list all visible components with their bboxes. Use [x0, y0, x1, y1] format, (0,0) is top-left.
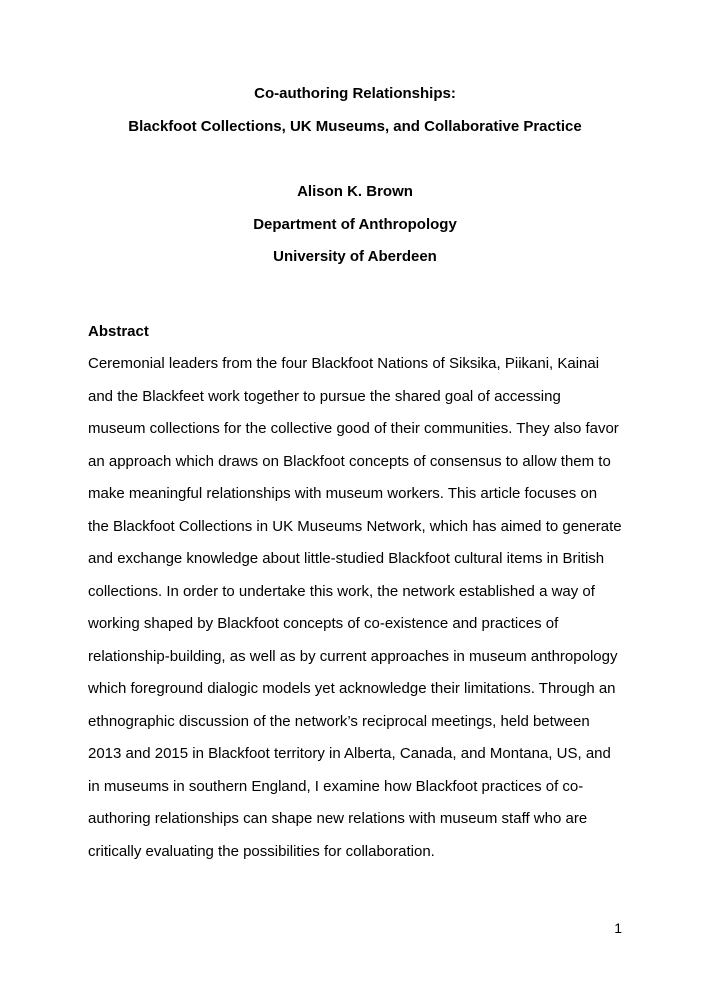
- abstract-heading: Abstract: [88, 322, 149, 340]
- page-number: 1: [614, 920, 622, 936]
- author-name: Alison K. Brown: [297, 183, 413, 200]
- author-block: [88, 176, 622, 274]
- title-block: [88, 78, 622, 143]
- author-university: University of Aberdeen: [273, 248, 437, 265]
- paper-title-line-2: Blackfoot Collections, UK Museums, and Collaborative Practice: [128, 117, 582, 135]
- abstract-text: Ceremonial leaders from the four Blackfoot Nations of Siksika, Piikani, Kainai and the Blackfeet work together to pursue the shared goal of accessing museum collections for the collective good of their communities. They also favor an approach which draws on Blackfoot concepts of consensus to allow them to make meaningful relationships with museum workers. This article focuses on the Blackfoot Collections in UK Museums Network, which has aimed to generate and exchange knowledge about little-studied Blackfoot cultural items in British collections. In order to undertake this work, the network established a way of working shaped by Blackfoot concepts of co-existence and practices of relationship-building, as well as by current approaches in museum anthropology which foreground dialogic models yet acknowledge their limitations. Through an ethnographic discussion of the network’s reciprocal meetings, held between 2013 and 2015 in Blackfoot territory in Alberta, Canada, and Montana, US, and in museums in southern England, I examine how Blackfoot practices of co-authoring relationships can shape new relations with museum staff who are critically evaluating the possibilities for collaboration.: [88, 355, 622, 860]
- author-department: Department of Anthropology: [253, 215, 457, 233]
- paper-title-line-1: Co-authoring Relationships:: [254, 85, 456, 102]
